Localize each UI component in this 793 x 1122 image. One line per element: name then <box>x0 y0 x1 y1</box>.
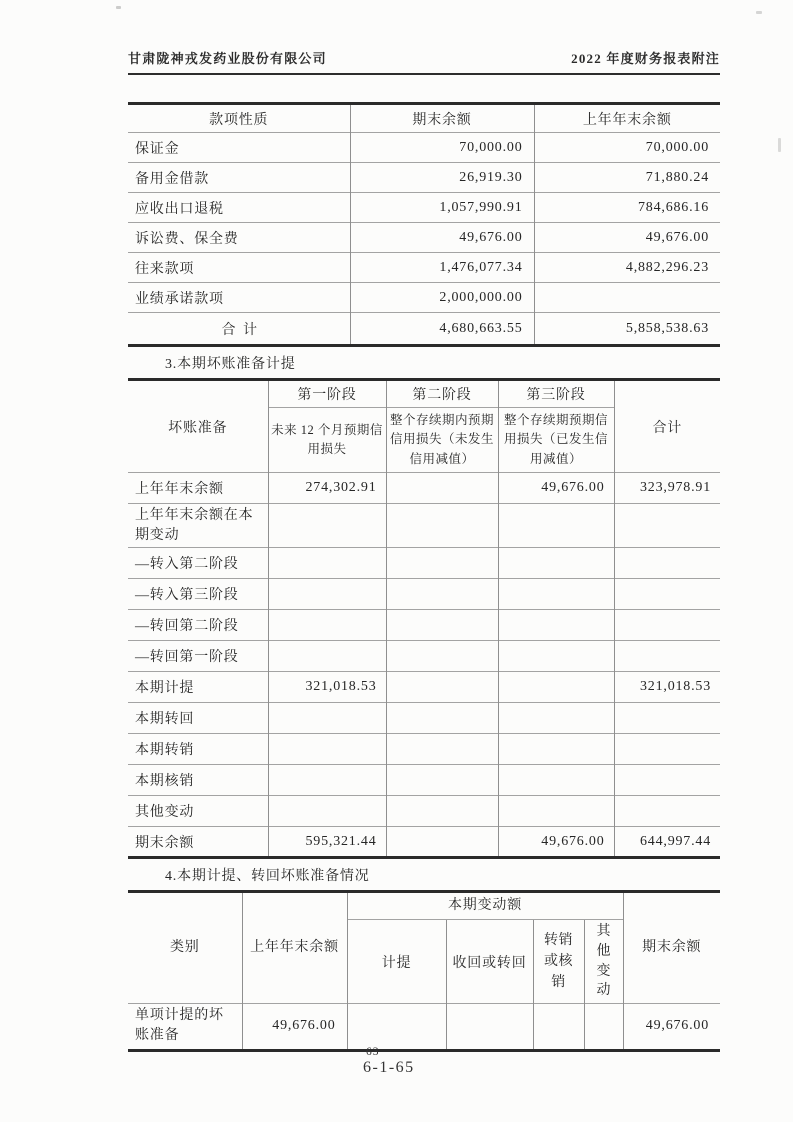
table-header-row <box>128 104 720 133</box>
stage1-value <box>268 548 386 579</box>
stage2-value <box>386 703 498 734</box>
doc-title: 2022 年度财务报表附注 <box>571 51 720 66</box>
prior-balance: 784,686.16 <box>534 193 720 223</box>
table-row <box>128 765 720 796</box>
prior-balance: 70,000.00 <box>534 133 720 163</box>
table-row <box>128 796 720 827</box>
page-header <box>128 48 720 75</box>
page-number: 63 <box>366 1046 380 1058</box>
prior-balance: 71,880.24 <box>534 163 720 193</box>
total-value: 644,997.44 <box>614 827 720 858</box>
writeoff-value <box>533 1003 584 1050</box>
table-row <box>128 253 720 283</box>
page-footer <box>363 1046 415 1077</box>
stage2-value <box>386 641 498 672</box>
section-heading-3: 3.本期坏账准备计提 <box>165 357 296 372</box>
total-value <box>614 765 720 796</box>
other-value <box>584 1003 623 1050</box>
ending-balance: 70,000.00 <box>350 133 534 163</box>
stage3-value <box>498 641 614 672</box>
stage2-value <box>386 504 498 548</box>
row-label: 期末余额 <box>128 827 268 858</box>
stage3-value <box>498 610 614 641</box>
col-header-stage3: 第三阶段 <box>498 380 614 408</box>
provision-change-table <box>128 890 720 1051</box>
total-value: 321,018.53 <box>614 672 720 703</box>
col-header-writeoff-label: 转销或核销 <box>544 933 573 990</box>
table-row <box>128 1003 720 1050</box>
stage1-description: 未来 12 个月预期信用损失 <box>268 408 386 473</box>
row-label: —转入第二阶段 <box>128 548 268 579</box>
col-header-nature: 款项性质 <box>209 112 269 128</box>
prior-balance <box>534 283 720 313</box>
stage1-value <box>268 641 386 672</box>
stage1-value <box>268 610 386 641</box>
stage2-value <box>386 579 498 610</box>
stage2-value <box>386 610 498 641</box>
total-value <box>614 796 720 827</box>
ending-balance: 49,676.00 <box>350 223 534 253</box>
stage3-value <box>498 672 614 703</box>
stage1-value: 274,302.91 <box>268 473 386 504</box>
total-value <box>614 703 720 734</box>
bad-debt-stage-table <box>128 378 720 859</box>
col-header-ending: 期末余额 <box>623 892 720 1003</box>
scan-artifact <box>756 11 762 14</box>
stage1-value <box>268 734 386 765</box>
row-label: 其他变动 <box>128 796 268 827</box>
row-label: 备用金借款 <box>128 163 350 193</box>
total-value <box>614 610 720 641</box>
stage3-value <box>498 703 614 734</box>
stage3-value <box>498 765 614 796</box>
total-value <box>614 548 720 579</box>
row-label: 应收出口退税 <box>128 193 350 223</box>
stage2-value <box>386 827 498 858</box>
table-row <box>128 193 720 223</box>
scan-artifact <box>116 6 121 9</box>
row-label: —转入第三阶段 <box>128 579 268 610</box>
stage3-value <box>498 579 614 610</box>
row-label: 上年年末余额在本期变动 <box>128 504 268 548</box>
table-row <box>128 672 720 703</box>
stage2-value <box>386 548 498 579</box>
category-label: 单项计提的坏账准备 <box>128 1003 242 1050</box>
row-label: 保证金 <box>128 133 350 163</box>
col-header-total: 合计 <box>614 380 720 473</box>
accrual-value <box>347 1003 446 1050</box>
table-row <box>128 133 720 163</box>
stage1-value <box>268 796 386 827</box>
stage-header-row <box>128 380 720 408</box>
stage2-description: 整个存续期内预期信用损失（未发生信用减值） <box>386 408 498 473</box>
row-label: 上年年末余额 <box>128 473 268 504</box>
col-header-other-label: 其他变动 <box>596 924 611 999</box>
table-row <box>128 548 720 579</box>
stage3-value <box>498 548 614 579</box>
stage2-value <box>386 734 498 765</box>
col-header-accrual: 计提 <box>347 920 446 1003</box>
total-value <box>614 579 720 610</box>
total-prior: 5,858,538.63 <box>534 313 720 346</box>
col-header-provision: 坏账准备 <box>168 420 228 436</box>
total-ending: 4,680,663.55 <box>350 313 534 346</box>
prior-balance: 49,676.00 <box>534 223 720 253</box>
table-row <box>128 610 720 641</box>
prior-balance: 4,882,296.23 <box>534 253 720 283</box>
stage3-value <box>498 796 614 827</box>
row-label: —转回第一阶段 <box>128 641 268 672</box>
col-header-stage1: 第一阶段 <box>268 380 386 408</box>
page-content <box>128 0 720 1052</box>
row-label: 本期转回 <box>128 703 268 734</box>
stage3-description: 整个存续期预期信用损失（已发生信用减值） <box>498 408 614 473</box>
company-name: 甘肃陇神戎发药业股份有限公司 <box>128 51 327 66</box>
table-row <box>128 641 720 672</box>
row-label: —转回第二阶段 <box>128 610 268 641</box>
row-label: 本期转销 <box>128 734 268 765</box>
total-value <box>614 734 720 765</box>
col-header-category: 类别 <box>169 939 200 955</box>
ending-balance: 1,476,077.34 <box>350 253 534 283</box>
stage1-value <box>268 765 386 796</box>
ending-balance: 26,919.30 <box>350 163 534 193</box>
stage1-value <box>268 703 386 734</box>
col-header-ending: 期末余额 <box>350 104 534 133</box>
col-header-stage2: 第二阶段 <box>386 380 498 408</box>
receivables-by-nature-table <box>128 102 720 347</box>
total-value <box>614 504 720 548</box>
table-header-row <box>128 892 720 920</box>
table-row <box>128 734 720 765</box>
row-label: 往来款项 <box>128 253 350 283</box>
row-label: 本期核销 <box>128 765 268 796</box>
stage3-value: 49,676.00 <box>498 473 614 504</box>
total-value: 323,978.91 <box>614 473 720 504</box>
page-code: 6-1-65 <box>363 1059 415 1076</box>
col-header-prior: 上年年末余额 <box>534 104 720 133</box>
table-row <box>128 579 720 610</box>
table-row <box>128 703 720 734</box>
section-heading-4: 4.本期计提、转回坏账准备情况 <box>165 869 370 885</box>
table-row <box>128 827 720 858</box>
prior-balance: 49,676.00 <box>242 1003 347 1050</box>
row-label: 业绩承诺款项 <box>128 283 350 313</box>
col-header-change-group: 本期变动额 <box>347 892 623 920</box>
ending-balance: 49,676.00 <box>623 1003 720 1050</box>
table-total-row <box>128 313 720 346</box>
stage1-value: 595,321.44 <box>268 827 386 858</box>
col-header-other <box>584 920 623 1003</box>
ending-balance: 1,057,990.91 <box>350 193 534 223</box>
total-value <box>614 641 720 672</box>
total-label: 合 计 <box>128 313 350 346</box>
stage1-value <box>268 579 386 610</box>
stage1-value: 321,018.53 <box>268 672 386 703</box>
table-row <box>128 163 720 193</box>
table-row <box>128 223 720 253</box>
ending-balance: 2,000,000.00 <box>350 283 534 313</box>
row-label: 本期计提 <box>128 672 268 703</box>
table-row <box>128 504 720 548</box>
stage2-value <box>386 796 498 827</box>
table-row <box>128 283 720 313</box>
stage1-value <box>268 504 386 548</box>
col-header-prior: 上年年末余额 <box>242 892 347 1003</box>
stage2-value <box>386 672 498 703</box>
recover-value <box>446 1003 533 1050</box>
col-header-recover: 收回或转回 <box>446 920 533 1003</box>
row-label: 诉讼费、保全费 <box>128 223 350 253</box>
col-header-writeoff <box>533 920 584 1003</box>
stage3-value <box>498 734 614 765</box>
stage2-value <box>386 473 498 504</box>
scan-artifact <box>778 138 781 152</box>
stage3-value: 49,676.00 <box>498 827 614 858</box>
table-row <box>128 473 720 504</box>
stage2-value <box>386 765 498 796</box>
stage3-value <box>498 504 614 548</box>
